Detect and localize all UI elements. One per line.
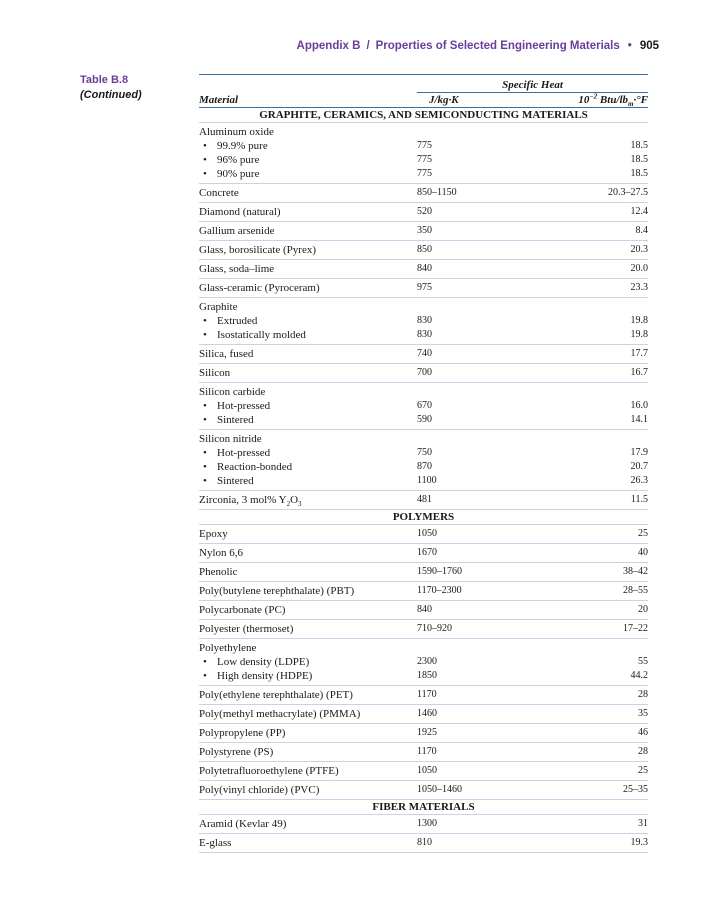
- us-value: 31: [638, 818, 648, 829]
- us-value: 40: [638, 547, 648, 558]
- material-name: Silica, fused: [199, 348, 254, 360]
- formula-part: O: [290, 494, 299, 506]
- sub-material-name: • 96% pure: [199, 153, 417, 167]
- material-name: Aluminum oxide: [199, 126, 274, 138]
- table-row: [199, 762, 648, 781]
- table-row: [199, 345, 648, 364]
- material-name: Concrete: [199, 187, 239, 199]
- material-name: Poly(methyl methacrylate) (PMMA): [199, 708, 361, 720]
- us-value-cell: [537, 383, 648, 430]
- si-value-cell: [417, 298, 537, 345]
- appendix-label: Appendix B: [296, 40, 361, 52]
- material-cell: [199, 364, 417, 383]
- si-value: 1460: [417, 708, 437, 719]
- sub-material-name: • 90% pure: [199, 167, 417, 181]
- si-value: 1170–2300: [417, 585, 462, 596]
- us-value: 25: [638, 765, 648, 776]
- material-cell: [199, 525, 417, 544]
- material-cell: [199, 203, 417, 222]
- si-value: 840: [417, 604, 432, 615]
- us-value-cell: [537, 762, 648, 781]
- table-row: [199, 743, 648, 762]
- si-value-cell: [417, 686, 537, 705]
- section-title: POLYMERS: [199, 510, 648, 525]
- us-value: 14.1: [630, 414, 648, 425]
- sub-material-name: • Low density (LDPE): [199, 655, 417, 669]
- sub-material-name: • Hot-pressed: [199, 399, 417, 413]
- si-value: 1670: [417, 547, 437, 558]
- table-row: [199, 686, 648, 705]
- table-row: [199, 222, 648, 241]
- material-cell: [199, 639, 417, 686]
- us-value-cell: [537, 123, 648, 184]
- us-value: 20.3–27.5: [608, 187, 648, 198]
- us-value: 8.4: [635, 225, 648, 236]
- section-header-row: [199, 108, 648, 123]
- si-value-cell: [417, 241, 537, 260]
- us-value: 28: [638, 689, 648, 700]
- material-cell: [199, 563, 417, 582]
- us-value-cell: [537, 430, 648, 491]
- si-value: 1050: [417, 765, 437, 776]
- sub-material-name: • Sintered: [199, 413, 417, 427]
- material-cell: [199, 430, 417, 491]
- si-value: 1925: [417, 727, 437, 738]
- table-caption-subtitle: (Continued): [80, 89, 142, 101]
- si-value-cell: [417, 724, 537, 743]
- material-cell: [199, 279, 417, 298]
- si-value-cell: [417, 430, 537, 491]
- us-value-cell: [537, 184, 648, 203]
- table-caption: [80, 73, 142, 103]
- us-value-cell: [537, 724, 648, 743]
- running-header: [297, 40, 659, 52]
- si-value-cell: [417, 544, 537, 563]
- us-value-cell: [537, 525, 648, 544]
- us-value: 18.5: [630, 154, 648, 165]
- material-name: Gallium arsenide: [199, 225, 275, 237]
- table-row: [199, 364, 648, 383]
- si-value: 700: [417, 367, 432, 378]
- us-value: 18.5: [630, 168, 648, 179]
- us-value-cell: [537, 364, 648, 383]
- si-value-cell: [417, 345, 537, 364]
- us-value-cell: [537, 686, 648, 705]
- material-cell: [199, 222, 417, 241]
- material-cell: [199, 123, 417, 184]
- us-value: 46: [638, 727, 648, 738]
- si-value-cell: [417, 705, 537, 724]
- table-row: [199, 279, 648, 298]
- us-value-cell: [537, 639, 648, 686]
- si-value: 1170: [417, 689, 437, 700]
- material-name: Polypropylene (PP): [199, 727, 286, 739]
- si-value-cell: [417, 743, 537, 762]
- si-value: 590: [417, 414, 432, 425]
- material-cell: [199, 686, 417, 705]
- si-value-cell: [417, 639, 537, 686]
- us-value: 19.8: [630, 329, 648, 340]
- us-value-cell: [537, 743, 648, 762]
- table-row: [199, 620, 648, 639]
- si-value: 830: [417, 315, 432, 326]
- us-value: 20.3: [630, 244, 648, 255]
- us-value: 28–55: [623, 585, 648, 596]
- si-value-cell: [417, 364, 537, 383]
- table-body: [199, 108, 648, 853]
- material-name: Glass, soda–lime: [199, 263, 275, 275]
- si-value: 2300: [417, 656, 437, 667]
- si-value: 520: [417, 206, 432, 217]
- si-value-cell: [417, 815, 537, 834]
- formula-subscript: 2: [286, 500, 291, 509]
- us-value-cell: [537, 298, 648, 345]
- material-cell: [199, 345, 417, 364]
- header-bullet: •: [627, 40, 632, 52]
- us-value-cell: [537, 241, 648, 260]
- si-value: 775: [417, 168, 432, 179]
- us-value: 25–35: [623, 784, 648, 795]
- us-value-cell: [537, 620, 648, 639]
- si-value-cell: [417, 582, 537, 601]
- table-row: [199, 815, 648, 834]
- material-name: Polytetrafluoroethylene (PTFE): [199, 765, 339, 777]
- si-value-cell: [417, 279, 537, 298]
- us-value: 16.0: [630, 400, 648, 411]
- us-value-cell: [537, 222, 648, 241]
- material-name: E-glass: [199, 837, 232, 849]
- material-name: Poly(ethylene terephthalate) (PET): [199, 689, 353, 701]
- material-cell: [199, 781, 417, 800]
- table-row: [199, 705, 648, 724]
- si-value: 810: [417, 837, 432, 848]
- us-value-cell: [537, 582, 648, 601]
- material-name: Nylon 6,6: [199, 547, 243, 559]
- si-value-cell: [417, 222, 537, 241]
- section-title: GRAPHITE, CERAMICS, AND SEMICONDUCTING MATERIALS: [199, 108, 648, 123]
- table-row: [199, 491, 648, 510]
- material-name: Diamond (natural): [199, 206, 281, 218]
- si-value-cell: [417, 383, 537, 430]
- us-value: 55: [638, 656, 648, 667]
- section-title: FIBER MATERIALS: [199, 800, 648, 815]
- us-value-cell: [537, 563, 648, 582]
- table-row: [199, 203, 648, 222]
- si-value-cell: [417, 563, 537, 582]
- sub-material-name: • 99.9% pure: [199, 139, 417, 153]
- material-cell: [199, 544, 417, 563]
- si-value: 1050: [417, 528, 437, 539]
- si-value: 850–1150: [417, 187, 457, 198]
- table-row: [199, 601, 648, 620]
- table-row: [199, 298, 648, 345]
- si-value: 710–920: [417, 623, 452, 634]
- si-value: 1850: [417, 670, 437, 681]
- us-unit-column-header: $10^{-2}$ Btu/$lb_m\cdot^\circ F$: [537, 93, 648, 108]
- material-name: Zirconia, 3 mol% Y: [199, 494, 287, 506]
- si-value: 830: [417, 329, 432, 340]
- si-value: 481: [417, 494, 432, 505]
- us-value-cell: [537, 260, 648, 279]
- table-row: [199, 184, 648, 203]
- us-value-cell: [537, 834, 648, 853]
- material-cell: [199, 260, 417, 279]
- si-value-cell: [417, 601, 537, 620]
- material-cell: [199, 383, 417, 430]
- material-cell: [199, 298, 417, 345]
- si-value: 740: [417, 348, 432, 359]
- header-title: Properties of Selected Engineering Materials: [375, 40, 620, 52]
- si-value-cell: [417, 123, 537, 184]
- material-name: Silicon: [199, 367, 231, 379]
- us-value: 20: [638, 604, 648, 615]
- material-name: Polyester (thermoset): [199, 623, 294, 635]
- table-row: [199, 123, 648, 184]
- us-value: 28: [638, 746, 648, 757]
- si-value-cell: [417, 762, 537, 781]
- material-cell: [199, 582, 417, 601]
- si-value-cell: [417, 620, 537, 639]
- material-cell: [199, 834, 417, 853]
- sub-material-name: • Reaction-bonded: [199, 460, 417, 474]
- table-row: [199, 834, 648, 853]
- si-value: 1100: [417, 475, 437, 486]
- material-name: Aramid (Kevlar 49): [199, 818, 287, 830]
- material-name: Poly(vinyl chloride) (PVC): [199, 784, 320, 796]
- us-value: 16.7: [630, 367, 648, 378]
- us-value: 20.0: [630, 263, 648, 274]
- si-value: 670: [417, 400, 432, 411]
- si-value-cell: [417, 184, 537, 203]
- material-cell: [199, 601, 417, 620]
- sub-material-name: • High density (HDPE): [199, 669, 417, 683]
- table-row: [199, 525, 648, 544]
- us-value: 38–42: [623, 566, 648, 577]
- si-value: 850: [417, 244, 432, 255]
- si-value-cell: [417, 203, 537, 222]
- material-name: Poly(butylene terephthalate) (PBT): [199, 585, 355, 597]
- section-header-row: [199, 800, 648, 815]
- table-caption-title: Table B.8: [80, 74, 129, 86]
- material-cell: [199, 491, 417, 510]
- material-name: Glass-ceramic (Pyroceram): [199, 282, 320, 294]
- material-name: Epoxy: [199, 528, 228, 540]
- material-cell: [199, 620, 417, 639]
- specific-heat-header: Specific Heat: [417, 78, 648, 93]
- si-value-cell: [417, 781, 537, 800]
- table-row: [199, 582, 648, 601]
- us-value: 26.3: [630, 475, 648, 486]
- si-value: 350: [417, 225, 432, 236]
- material-column-header: Material: [199, 93, 417, 108]
- section-header-row: [199, 510, 648, 525]
- us-value: 25: [638, 528, 648, 539]
- table-row: [199, 260, 648, 279]
- formula-subscript: 3: [298, 500, 302, 509]
- us-value: 19.3: [630, 837, 648, 848]
- si-value: 1300: [417, 818, 437, 829]
- material-cell: [199, 762, 417, 781]
- table-row: [199, 544, 648, 563]
- sub-material-name: • Extruded: [199, 314, 417, 328]
- sub-material-name: • Isostatically molded: [199, 328, 417, 342]
- us-value-cell: [537, 544, 648, 563]
- us-value: 17–22: [623, 623, 648, 634]
- us-value-cell: [537, 705, 648, 724]
- us-value-cell: [537, 601, 648, 620]
- sub-material-name: • Sintered: [199, 474, 417, 488]
- us-value: 23.3: [630, 282, 648, 293]
- si-value: 1590–1760: [417, 566, 462, 577]
- si-value: 840: [417, 263, 432, 274]
- material-name: Polyethylene: [199, 642, 257, 654]
- us-value: 12.4: [630, 206, 648, 217]
- si-value: 775: [417, 140, 432, 151]
- material-cell: [199, 705, 417, 724]
- us-value-cell: [537, 203, 648, 222]
- material-name: Glass, borosilicate (Pyrex): [199, 244, 316, 256]
- si-value: 1050–1460: [417, 784, 462, 795]
- si-value: 1170: [417, 746, 437, 757]
- si-value: 975: [417, 282, 432, 293]
- us-value: 17.7: [630, 348, 648, 359]
- table-row: [199, 781, 648, 800]
- material-name: Phenolic: [199, 566, 238, 578]
- us-value-cell: [537, 781, 648, 800]
- si-value: 775: [417, 154, 432, 165]
- material-name: Silicon nitride: [199, 433, 262, 445]
- material-cell: [199, 184, 417, 203]
- si-unit-column-header: J/kg·K: [417, 93, 537, 108]
- us-value: 20.7: [630, 461, 648, 472]
- table-row: [199, 639, 648, 686]
- us-value: 19.8: [630, 315, 648, 326]
- table-row: [199, 563, 648, 582]
- material-cell: [199, 724, 417, 743]
- material-cell: [199, 815, 417, 834]
- us-value-cell: [537, 279, 648, 298]
- material-name: Polycarbonate (PC): [199, 604, 286, 616]
- header-separator: /: [366, 40, 370, 52]
- us-value: 17.9: [630, 447, 648, 458]
- material-cell: [199, 241, 417, 260]
- si-value-cell: [417, 525, 537, 544]
- us-value-cell: [537, 491, 648, 510]
- us-value: 18.5: [630, 140, 648, 151]
- us-value: 11.5: [630, 494, 648, 505]
- material-cell: [199, 743, 417, 762]
- table-row: [199, 430, 648, 491]
- us-value: 44.2: [630, 670, 648, 681]
- si-value: 750: [417, 447, 432, 458]
- sub-material-name: • Hot-pressed: [199, 446, 417, 460]
- si-value-cell: [417, 260, 537, 279]
- material-name: Polystyrene (PS): [199, 746, 274, 758]
- material-name: Graphite: [199, 301, 238, 313]
- table-row: [199, 383, 648, 430]
- page-number: 905: [639, 40, 659, 52]
- material-name: Silicon carbide: [199, 386, 266, 398]
- si-value-cell: [417, 834, 537, 853]
- us-value-cell: [537, 345, 648, 364]
- properties-table: [199, 74, 648, 853]
- table-row: [199, 241, 648, 260]
- us-value: 35: [638, 708, 648, 719]
- us-value-cell: [537, 815, 648, 834]
- si-value-cell: [417, 491, 537, 510]
- si-value: 870: [417, 461, 432, 472]
- table-row: [199, 724, 648, 743]
